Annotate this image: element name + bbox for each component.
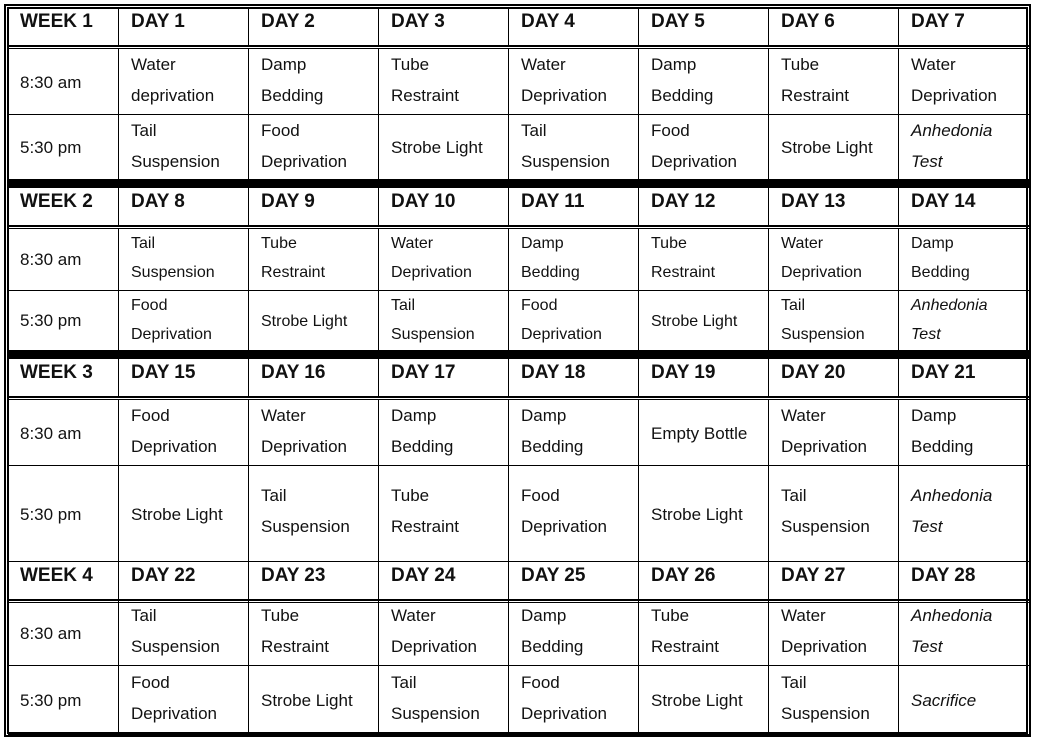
cell-text-line: Deprivation	[131, 326, 212, 343]
activity-cell	[509, 115, 639, 180]
cell-text-line: Bedding	[911, 264, 970, 281]
cell-text-line: Deprivation	[521, 86, 607, 105]
time-slot-label: 5:30 pm	[20, 691, 82, 710]
day-label: DAY 26	[651, 565, 716, 586]
cell-text-line: Tube	[781, 55, 820, 74]
day-label: DAY 4	[521, 11, 575, 32]
cell-text-line: Water	[131, 55, 176, 74]
day-label: DAY 13	[781, 191, 846, 212]
cell-text-line: Food	[261, 121, 300, 140]
day-label: DAY 25	[521, 565, 586, 586]
day-header-cell	[769, 562, 899, 600]
cell-text-line: Suspension	[131, 152, 220, 171]
cell-text-line: Tail	[391, 297, 416, 314]
cell-text-line: Suspension	[131, 637, 220, 656]
time-slot-cell	[8, 291, 119, 351]
activity-cell	[639, 400, 769, 466]
day-label: DAY 12	[651, 191, 716, 212]
cell-text-line: Tail	[781, 297, 806, 314]
cell-text-line: Deprivation	[651, 152, 737, 171]
activity-cell	[769, 400, 899, 466]
activity-cell	[639, 466, 769, 562]
cell-text-line: Water	[781, 406, 826, 425]
day-header-cell	[119, 562, 249, 600]
cell-text-line: Suspension	[781, 326, 865, 343]
activity-cell	[509, 600, 639, 666]
activity-cell	[119, 666, 249, 735]
activity-cell	[509, 229, 639, 291]
day-label: DAY 28	[911, 565, 976, 586]
cell-text-line: Damp	[521, 406, 567, 425]
activity-cell	[509, 666, 639, 735]
activity-cell	[899, 115, 1029, 180]
day-label: DAY 6	[781, 11, 835, 32]
cell-text-line: Anhedonia	[911, 297, 988, 314]
day-label: DAY 27	[781, 565, 846, 586]
cell-text-line: Suspension	[781, 704, 870, 723]
cell-text-line: Sacrifice	[911, 691, 977, 710]
activity-cell	[379, 400, 509, 466]
activity-cell	[119, 49, 249, 115]
activity-cell	[379, 49, 509, 115]
activity-cell	[249, 666, 379, 735]
day-header-cell	[509, 188, 639, 226]
cell-text-line: Tube	[391, 55, 430, 74]
week-label: WEEK 4	[20, 565, 93, 586]
time-slot-label: 5:30 pm	[20, 138, 82, 157]
activity-cell	[379, 466, 509, 562]
week-separator-bar	[8, 351, 1029, 359]
cell-text-line: Bedding	[521, 637, 584, 656]
cell-text-line: Tail	[261, 486, 287, 505]
cell-text-line: Empty Bottle	[651, 424, 748, 443]
activity-cell	[249, 291, 379, 351]
day-header-cell	[509, 359, 639, 397]
cell-text-line: Damp	[391, 406, 437, 425]
week-label-cell	[8, 562, 119, 600]
cell-text-line: Suspension	[261, 517, 350, 536]
day-label: DAY 14	[911, 191, 976, 212]
cell-text-line: Tail	[781, 486, 807, 505]
cell-text-line: Tail	[131, 606, 157, 625]
day-header-cell	[509, 562, 639, 600]
activity-cell	[119, 115, 249, 180]
week-label-cell	[8, 8, 119, 46]
cell-text-line: Tail	[391, 673, 417, 692]
cell-text-line: Bedding	[911, 437, 974, 456]
cell-text-line: Damp	[521, 606, 567, 625]
cell-text-line: Tube	[391, 486, 430, 505]
activity-cell	[119, 291, 249, 351]
activity-cell	[249, 115, 379, 180]
cell-text-line: Bedding	[521, 437, 584, 456]
cell-text-line: Tail	[131, 121, 157, 140]
cell-text-line: Test	[911, 326, 941, 343]
cell-text-line: Restraint	[391, 517, 460, 536]
cell-text-line: Deprivation	[131, 704, 217, 723]
cell-text-line: Damp	[521, 235, 564, 252]
time-slot-cell	[8, 600, 119, 666]
cell-text-line: Water	[521, 55, 566, 74]
day-label: DAY 24	[391, 565, 456, 586]
cell-text-line: Restraint	[651, 637, 720, 656]
cell-text-line: Strobe Light	[261, 313, 348, 330]
activity-cell	[769, 115, 899, 180]
activity-cell	[639, 115, 769, 180]
day-header-cell	[769, 188, 899, 226]
day-label: DAY 16	[261, 362, 326, 383]
cell-text-line: Deprivation	[781, 437, 867, 456]
activity-cell	[639, 600, 769, 666]
cell-text-line: Damp	[651, 55, 697, 74]
day-label: DAY 10	[391, 191, 456, 212]
day-header-cell	[509, 8, 639, 46]
time-slot-cell	[8, 666, 119, 735]
cell-text-line: Food	[521, 673, 560, 692]
day-header-cell	[119, 8, 249, 46]
activity-cell	[899, 229, 1029, 291]
cell-text-line: Deprivation	[131, 437, 217, 456]
day-label: DAY 1	[131, 11, 185, 32]
cell-text-line: Restraint	[651, 264, 716, 281]
cell-text-line: Anhedonia	[911, 486, 993, 505]
cell-text-line: Tube	[261, 606, 300, 625]
activity-cell	[639, 49, 769, 115]
cell-text-line: Bedding	[651, 86, 714, 105]
day-header-cell	[769, 359, 899, 397]
cell-text-line: Strobe Light	[651, 505, 743, 524]
day-label: DAY 3	[391, 11, 445, 32]
day-label: DAY 7	[911, 11, 965, 32]
schedule-table	[8, 8, 1029, 735]
cell-text-line: Deprivation	[521, 326, 602, 343]
cell-text-line: Deprivation	[391, 637, 477, 656]
cell-text-line: Deprivation	[521, 517, 607, 536]
week-label: WEEK 2	[20, 191, 93, 212]
cell-text-line: deprivation	[131, 86, 215, 105]
time-slot-label: 8:30 am	[20, 424, 82, 443]
time-slot-cell	[8, 466, 119, 562]
day-header-cell	[379, 562, 509, 600]
cell-text-line: Suspension	[521, 152, 610, 171]
cell-text-line: Tail	[521, 121, 547, 140]
activity-cell	[509, 49, 639, 115]
day-header-cell	[639, 359, 769, 397]
activity-cell	[899, 666, 1029, 735]
time-slot-cell	[8, 400, 119, 466]
cell-text-line: Deprivation	[261, 152, 347, 171]
activity-cell	[379, 115, 509, 180]
activity-cell	[639, 666, 769, 735]
day-header-cell	[249, 8, 379, 46]
time-slot-label: 5:30 pm	[20, 311, 82, 330]
cell-text-line: Water	[781, 235, 824, 252]
cell-text-line: Test	[911, 637, 943, 656]
activity-cell	[899, 49, 1029, 115]
activity-cell	[379, 600, 509, 666]
cell-text-line: Deprivation	[781, 264, 862, 281]
activity-cell	[769, 49, 899, 115]
time-slot-cell	[8, 115, 119, 180]
day-label: DAY 18	[521, 362, 586, 383]
cell-text-line: Strobe Light	[131, 505, 223, 524]
cell-text-line: Suspension	[391, 704, 480, 723]
day-header-cell	[899, 188, 1029, 226]
day-label: DAY 8	[131, 191, 185, 212]
activity-cell	[119, 600, 249, 666]
activity-cell	[249, 49, 379, 115]
time-slot-cell	[8, 229, 119, 291]
time-slot-label: 5:30 pm	[20, 505, 82, 524]
week-label: WEEK 1	[20, 11, 93, 32]
time-slot-label: 8:30 am	[20, 73, 82, 92]
time-slot-label: 8:30 am	[20, 250, 82, 269]
cell-text-line: Deprivation	[261, 437, 347, 456]
day-header-cell	[119, 188, 249, 226]
day-header-cell	[899, 8, 1029, 46]
cell-text-line: Deprivation	[391, 264, 472, 281]
time-slot-label: 8:30 am	[20, 624, 82, 643]
cell-text-line: Deprivation	[911, 86, 997, 105]
activity-cell	[249, 229, 379, 291]
day-header-cell	[379, 8, 509, 46]
day-header-cell	[249, 562, 379, 600]
activity-cell	[639, 229, 769, 291]
activity-cell	[899, 291, 1029, 351]
day-header-cell	[119, 359, 249, 397]
day-header-cell	[249, 359, 379, 397]
activity-cell	[249, 600, 379, 666]
day-label: DAY 15	[131, 362, 196, 383]
activity-cell	[379, 229, 509, 291]
cell-text-line: Bedding	[391, 437, 454, 456]
cell-text-line: Anhedonia	[911, 121, 993, 140]
activity-cell	[899, 400, 1029, 466]
cell-text-line: Water	[781, 606, 826, 625]
activity-cell	[509, 400, 639, 466]
cell-text-line: Test	[911, 517, 943, 536]
cell-text-line: Restraint	[261, 264, 326, 281]
week-label-cell	[8, 359, 119, 397]
cell-text-line: Food	[521, 486, 560, 505]
activity-cell	[249, 400, 379, 466]
activity-cell	[509, 291, 639, 351]
day-header-cell	[899, 359, 1029, 397]
cell-text-line: Anhedonia	[911, 606, 993, 625]
activity-cell	[249, 466, 379, 562]
cell-text-line: Suspension	[781, 517, 870, 536]
activity-cell	[119, 400, 249, 466]
activity-cell	[899, 466, 1029, 562]
day-header-cell	[639, 562, 769, 600]
activity-cell	[119, 466, 249, 562]
cell-text-line: Water	[911, 55, 956, 74]
day-header-cell	[639, 8, 769, 46]
activity-cell	[379, 666, 509, 735]
day-label: DAY 11	[521, 191, 585, 212]
cell-text-line: Food	[131, 406, 170, 425]
cell-text-line: Suspension	[391, 326, 475, 343]
day-header-cell	[769, 8, 899, 46]
cell-text-line: Water	[391, 606, 436, 625]
cell-text-line: Damp	[261, 55, 307, 74]
activity-cell	[769, 600, 899, 666]
week-label-cell	[8, 188, 119, 226]
cell-text-line: Strobe Light	[651, 691, 743, 710]
cell-text-line: Strobe Light	[261, 691, 353, 710]
day-label: DAY 22	[131, 565, 196, 586]
day-label: DAY 9	[261, 191, 315, 212]
cell-text-line: Food	[651, 121, 690, 140]
cell-text-line: Damp	[911, 235, 954, 252]
day-label: DAY 5	[651, 11, 705, 32]
day-header-cell	[379, 188, 509, 226]
activity-cell	[119, 229, 249, 291]
cell-text-line: Strobe Light	[651, 313, 738, 330]
cell-text-line: Tail	[781, 673, 807, 692]
day-label: DAY 21	[911, 362, 976, 383]
activity-cell	[379, 291, 509, 351]
time-slot-cell	[8, 49, 119, 115]
cell-text-line: Tube	[651, 235, 687, 252]
day-header-cell	[899, 562, 1029, 600]
activity-cell	[639, 291, 769, 351]
cell-text-line: Restraint	[391, 86, 460, 105]
day-label: DAY 20	[781, 362, 846, 383]
activity-cell	[509, 466, 639, 562]
cell-text-line: Strobe Light	[391, 138, 483, 157]
cell-text-line: Bedding	[521, 264, 580, 281]
cell-text-line: Food	[131, 297, 168, 314]
cell-text-line: Test	[911, 152, 943, 171]
cell-text-line: Suspension	[131, 264, 215, 281]
activity-cell	[769, 291, 899, 351]
activity-cell	[899, 600, 1029, 666]
cell-text-line: Tube	[261, 235, 297, 252]
cell-text-line: Tube	[651, 606, 690, 625]
cell-text-line: Restraint	[261, 637, 330, 656]
cell-text-line: Deprivation	[781, 637, 867, 656]
activity-cell	[769, 466, 899, 562]
week-label: WEEK 3	[20, 362, 93, 383]
cell-text-line: Water	[261, 406, 306, 425]
activity-cell	[769, 666, 899, 735]
cell-text-line: Deprivation	[521, 704, 607, 723]
cell-text-line: Damp	[911, 406, 957, 425]
cell-text-line: Tail	[131, 235, 156, 252]
day-label: DAY 17	[391, 362, 456, 383]
day-header-cell	[639, 188, 769, 226]
day-header-cell	[379, 359, 509, 397]
cell-text-line: Food	[521, 297, 558, 314]
day-label: DAY 19	[651, 362, 716, 383]
activity-cell	[769, 229, 899, 291]
cell-text-line: Restraint	[781, 86, 850, 105]
week-separator-bar	[8, 180, 1029, 188]
cell-text-line: Strobe Light	[781, 138, 873, 157]
cell-text-line: Food	[131, 673, 170, 692]
cell-text-line: Bedding	[261, 86, 324, 105]
day-label: DAY 23	[261, 565, 326, 586]
day-header-cell	[249, 188, 379, 226]
day-label: DAY 2	[261, 11, 315, 32]
cell-text-line: Water	[391, 235, 434, 252]
